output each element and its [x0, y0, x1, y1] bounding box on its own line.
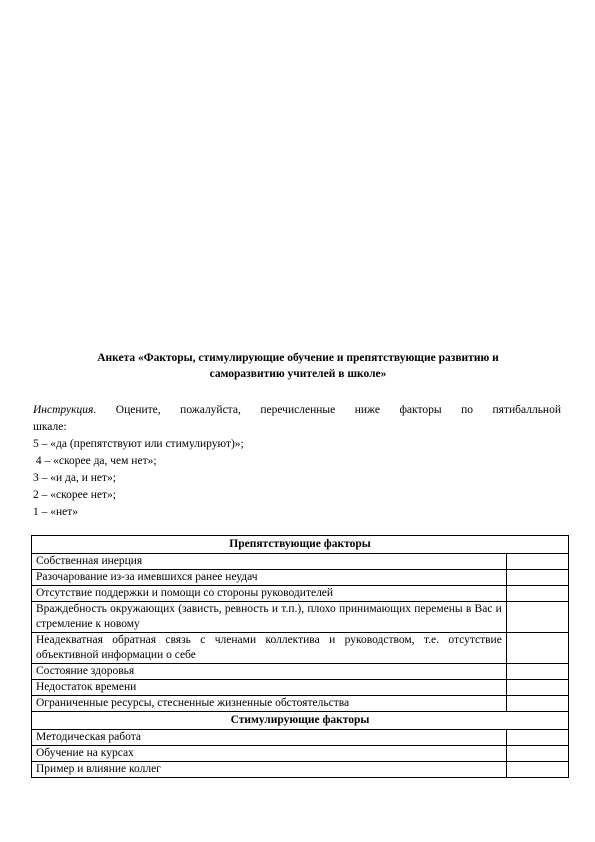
- factor-name: Пример и влияние коллег: [32, 762, 507, 778]
- score-cell[interactable]: [506, 586, 568, 602]
- scale-item-3: 3 – «и да, и нет»;: [33, 472, 116, 484]
- score-cell[interactable]: [506, 664, 568, 680]
- score-cell[interactable]: [506, 746, 568, 762]
- table-row: [32, 633, 569, 664]
- hindering-header-row: [32, 536, 569, 554]
- score-cell[interactable]: [506, 602, 568, 633]
- factor-name: Неадекватная обратная связь с членами коллектива и руководством, т.е. отсутствие объективной информации о себе: [32, 633, 507, 664]
- score-cell[interactable]: [506, 696, 568, 712]
- title-line-1: Анкета «Факторы, стимулирующие обучение и препятствующие развитию и: [97, 352, 499, 364]
- scale-item-4: 4 – «скорее да, чем нет»;: [33, 455, 157, 467]
- title-line-2: саморазвитию учителей в школе»: [209, 368, 387, 380]
- instruction-block: [33, 402, 561, 521]
- factor-name: Разочарование из-за имевшихся ранее неудач: [32, 570, 507, 586]
- factor-name: Недостаток времени: [32, 680, 507, 696]
- factor-name: Отсутствие поддержки и помощи со стороны руководителей: [32, 586, 507, 602]
- score-cell[interactable]: [506, 762, 568, 778]
- instruction-text-cont: шкале:: [33, 421, 67, 433]
- scale-item-5: 5 – «да (препятствуют или стимулируют)»;: [33, 438, 244, 450]
- stimulating-header: Стимулирующие факторы: [32, 712, 569, 730]
- score-cell[interactable]: [506, 570, 568, 586]
- hindering-header: Препятствующие факторы: [32, 536, 569, 554]
- factor-name: Собственная инерция: [32, 554, 507, 570]
- instruction-text: . Оцените, пожалуйста, перечисленные ниже факторы по пятибалльной: [93, 404, 561, 416]
- factors-table: [31, 535, 569, 778]
- score-cell[interactable]: [506, 554, 568, 570]
- table-row: [32, 586, 569, 602]
- score-cell[interactable]: [506, 633, 568, 664]
- stimulating-header-row: [32, 712, 569, 730]
- document-title: [30, 350, 566, 382]
- factor-name: Обучение на курсах: [32, 746, 507, 762]
- table-row: [32, 746, 569, 762]
- score-cell[interactable]: [506, 680, 568, 696]
- table-row: [32, 762, 569, 778]
- instruction-first-line: [33, 402, 561, 419]
- table-row: [32, 664, 569, 680]
- table-row: [32, 696, 569, 712]
- scale-item-2: 2 – «скорее нет»;: [33, 489, 116, 501]
- instruction-label: Инструкция: [33, 404, 94, 416]
- factor-name: Враждебность окружающих (зависть, ревность и т.п.), плохо принимающих перемены в Вас и стремление к новому: [32, 602, 507, 633]
- factor-name: Состояние здоровья: [32, 664, 507, 680]
- table-row: [32, 554, 569, 570]
- factor-name: Методическая работа: [32, 730, 507, 746]
- factor-name: Ограниченные ресурсы, стесненные жизненные обстоятельства: [32, 696, 507, 712]
- table-row: [32, 680, 569, 696]
- scale-item-1: 1 – «нет»: [33, 506, 79, 518]
- table-row: [32, 730, 569, 746]
- table-row: [32, 570, 569, 586]
- table-row: [32, 602, 569, 633]
- score-cell[interactable]: [506, 730, 568, 746]
